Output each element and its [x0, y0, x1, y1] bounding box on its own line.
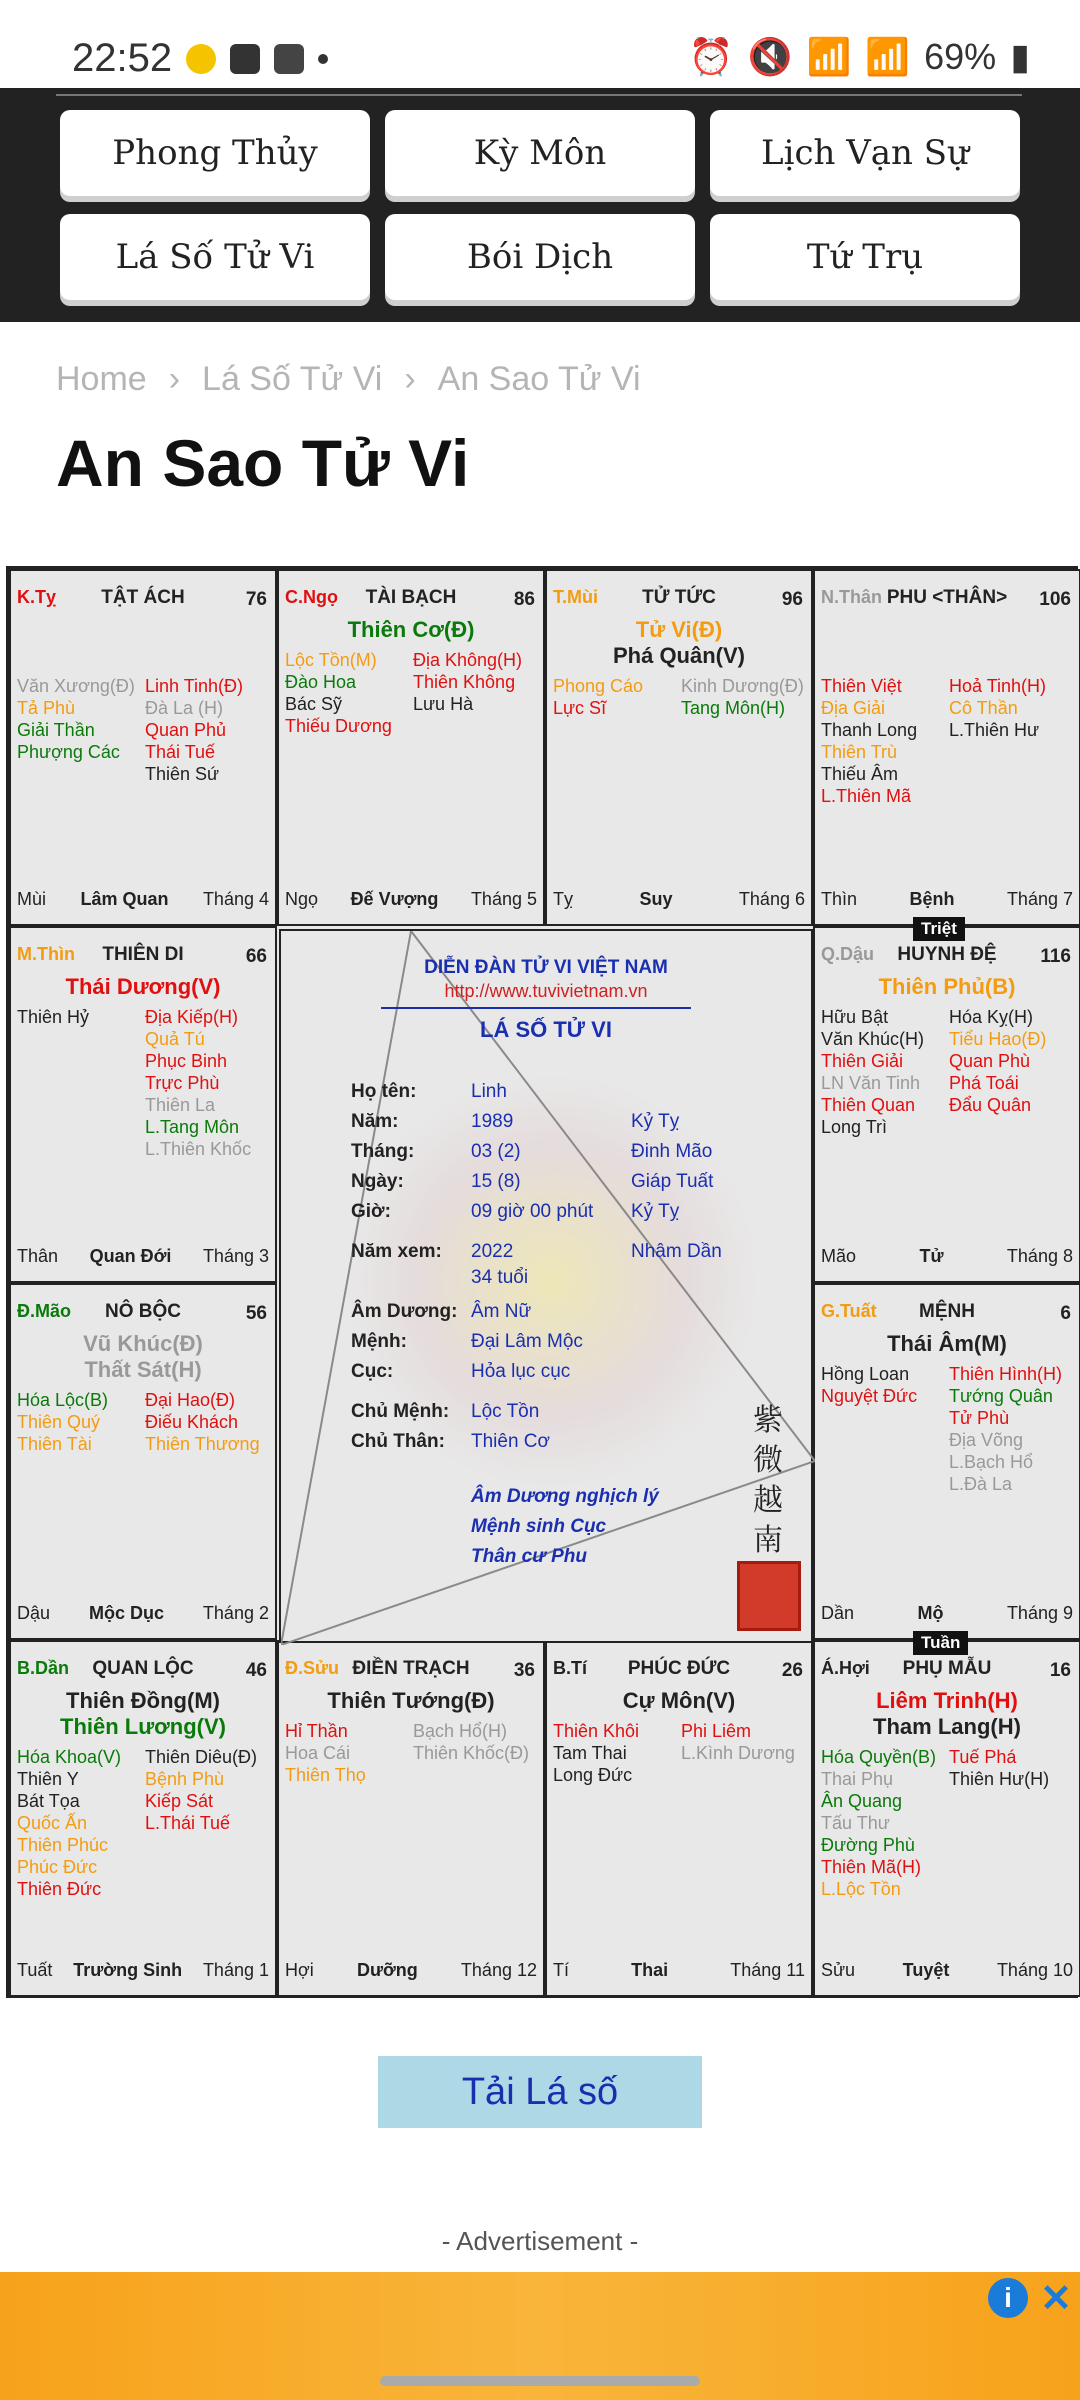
palace-number: 86 [513, 589, 535, 610]
star: Lưu Hà [413, 694, 474, 714]
info-label: Chủ Thân: [351, 1431, 445, 1452]
nav-phong-thuy[interactable]: Phong Thủy [60, 110, 370, 196]
palace-stem: K.Tỵ [17, 587, 57, 607]
star: Thiên Việt [821, 676, 902, 696]
star: Long Đức [553, 1765, 633, 1785]
ad-info-icon[interactable]: i [988, 2278, 1028, 2318]
palace-number: 66 [245, 946, 267, 967]
star: Đẩu Quân [949, 1095, 1032, 1115]
palace-stage: Mộ [917, 1603, 944, 1623]
nav-tu-tru[interactable]: Tứ Trụ [710, 214, 1020, 300]
star: Thiên Giải [821, 1051, 904, 1071]
palace-mao [9, 1283, 277, 1640]
palace-month: Tháng 9 [1006, 1603, 1073, 1623]
stars-left [285, 1720, 366, 1786]
star: Long Trì [821, 1117, 888, 1137]
star: Tam Thai [553, 1743, 627, 1763]
palace-thin [9, 926, 277, 1283]
star: L.Đà La [949, 1474, 1013, 1494]
info-label: Giờ: [351, 1201, 391, 1222]
star: Địa Võng [949, 1430, 1024, 1450]
palace-stem: M.Thìn [17, 944, 75, 964]
star: Thiên Phúc [17, 1835, 109, 1855]
star: Bác Sỹ [285, 694, 343, 714]
stars-left [17, 1389, 108, 1455]
palace-month: Tháng 3 [202, 1246, 269, 1266]
star: Phục Binh [145, 1051, 228, 1071]
palace-branch: Mão [821, 1246, 857, 1266]
palace-number: 26 [781, 1660, 803, 1681]
palace-footer [821, 1246, 1073, 1267]
stars-right [413, 1720, 529, 1764]
palace-footer [821, 1603, 1073, 1624]
palace-stem: Đ.Mão [17, 1301, 71, 1321]
star: Thiên Tài [17, 1434, 92, 1454]
stars-left [821, 1746, 936, 1900]
star: Thiên Hư(H) [949, 1769, 1050, 1789]
star: L.Kình Dương [681, 1743, 795, 1763]
palace-stem: G.Tuất [821, 1301, 877, 1321]
palace-ty [9, 569, 277, 926]
stars-right [145, 675, 243, 785]
palace-number: 56 [245, 1303, 267, 1324]
star: L.Bạch Hổ [949, 1452, 1034, 1472]
palace-month: Tháng 11 [730, 1960, 805, 1980]
stars-right [413, 649, 522, 715]
info-value: Thiên Cơ [471, 1431, 550, 1452]
palace-name: PHU <THÂN> [886, 587, 1008, 608]
palace-month: Tháng 10 [996, 1960, 1073, 1980]
forum-name: DIỄN ĐÀN TỬ VI VIỆT NAM [424, 957, 668, 978]
palace-stage: Suy [639, 889, 673, 909]
star: Hóa Quyền(B) [821, 1747, 937, 1767]
palace-number: 116 [1040, 946, 1071, 967]
palace-name: TỬ TỨC [642, 587, 716, 608]
main-star: Vũ Khúc(Đ) [83, 1331, 203, 1356]
info-label: Năm xem: [351, 1241, 442, 1262]
palace-footer [821, 1960, 1073, 1981]
star: Tang Môn(H) [681, 698, 786, 718]
palace-number: 46 [245, 1660, 267, 1681]
palace-month: Tháng 5 [470, 889, 537, 909]
star: Tấu Thư [821, 1813, 890, 1833]
palace-branch: Tỵ [553, 889, 573, 909]
stars-left [553, 675, 643, 719]
star: Địa Giải [821, 698, 886, 718]
star: Hữu Bật [821, 1007, 889, 1027]
info-canchi: Giáp Tuất [631, 1171, 714, 1192]
palace-number: 106 [1039, 589, 1071, 610]
palace-branch: Tuất [17, 1960, 53, 1980]
info-canchi: Nhâm Dần [631, 1241, 722, 1262]
palace-branch: Sửu [821, 1960, 856, 1980]
main-star: Thiên Đồng(M) [66, 1688, 220, 1713]
stars-right [949, 675, 1046, 741]
palace-footer [821, 889, 1073, 910]
star: Thiên Trù [821, 742, 898, 762]
info-label: Mệnh: [351, 1331, 407, 1352]
palace-footer [17, 1960, 269, 1981]
wifi-icon: 📶 [806, 36, 852, 77]
palace-month: Tháng 6 [738, 889, 805, 909]
battery-level: 69% [924, 36, 997, 77]
star: Thiên Hình(H) [949, 1364, 1063, 1384]
status-bar [0, 0, 1080, 88]
star: Phúc Đức [17, 1857, 98, 1877]
main-star: Tử Vi(Đ) [635, 617, 723, 642]
star: Tuế Phá [949, 1747, 1017, 1767]
palace-stem: T.Mùi [553, 587, 598, 607]
stars-right [681, 675, 804, 719]
top-nav [0, 88, 1080, 322]
star: Thiên Thương [145, 1434, 260, 1454]
palace-stage: Dưỡng [356, 1960, 418, 1980]
palace-month: Tháng 2 [202, 1603, 269, 1623]
palace-stem: Đ.Sửu [285, 1658, 340, 1678]
palace-ngo [277, 569, 545, 926]
info-value: Hỏa lục cục [471, 1361, 571, 1382]
star: Địa Kiếp(H) [145, 1007, 239, 1027]
star: Lộc Tồn(M) [285, 650, 377, 670]
star: Thiên Y [17, 1769, 79, 1789]
palace-branch: Dậu [17, 1603, 51, 1623]
info-value: Đại Lâm Mộc [471, 1331, 583, 1352]
star: Thiên Diêu(Đ) [145, 1747, 258, 1767]
palace-dau [813, 926, 1080, 1283]
star: Lực Sĩ [553, 698, 607, 718]
info-value: 34 tuổi [471, 1267, 529, 1288]
palace-stage: Tuyệt [902, 1960, 950, 1980]
stars-right [681, 1720, 795, 1764]
star: Nguyệt Đức [821, 1386, 918, 1406]
tu-vi-chart [6, 566, 1078, 1998]
star: Quan Phủ [145, 720, 227, 740]
star: Quả Tú [145, 1029, 205, 1049]
chart-note: Âm Dương nghịch lý [471, 1486, 659, 1507]
star: Thiếu Âm [821, 764, 899, 784]
palace-stem: B.Tí [553, 1658, 587, 1678]
info-value: 09 giờ 00 phút [471, 1201, 594, 1222]
palace-hoi [813, 1640, 1080, 1997]
palace-number: 76 [245, 589, 267, 610]
star: Bạch Hổ(H) [413, 1721, 508, 1741]
youtube-icon [230, 44, 260, 74]
palace-name: MỆNH [919, 1301, 975, 1322]
palace-name: ĐIỀN TRẠCH [352, 1658, 470, 1679]
palace-branch: Dần [821, 1603, 855, 1623]
palace-footer [285, 889, 537, 910]
star: Giải Thần [17, 720, 95, 740]
info-value: 03 (2) [471, 1141, 521, 1162]
stars-right [145, 1389, 260, 1455]
star: Điếu Khách [145, 1412, 239, 1432]
palace-stem: Q.Dậu [821, 944, 875, 964]
star: Linh Tinh(Đ) [145, 676, 244, 696]
info-label: Âm Dương: [351, 1301, 458, 1322]
star: LN Văn Tinh [821, 1073, 921, 1093]
main-star: Thất Sát(H) [84, 1357, 202, 1382]
palace-footer [17, 889, 269, 910]
triet-tag: Triệt [913, 917, 965, 941]
info-value: Lộc Tồn [471, 1401, 540, 1422]
forum-url[interactable]: http://www.tuvivietnam.vn [444, 981, 648, 1001]
star: Hoả Tinh(H) [949, 676, 1047, 696]
palace-number: 6 [1060, 1303, 1071, 1324]
star: Thiên La [145, 1095, 216, 1115]
stars-right [145, 1006, 251, 1160]
star: Quan Phù [949, 1051, 1031, 1071]
breadcrumb [56, 360, 641, 399]
battery-icon: ▮ [1010, 36, 1030, 77]
star: Đường Phù [821, 1835, 915, 1855]
star: Thiên Thọ [285, 1765, 366, 1785]
palace-footer [17, 1603, 269, 1624]
stars-left [821, 1363, 917, 1407]
star: Phá Toái [949, 1073, 1019, 1093]
star: Địa Không(H) [413, 650, 523, 670]
star: Tử Phù [949, 1408, 1010, 1428]
palace-footer [285, 1960, 537, 1981]
info-label: Tháng: [351, 1141, 415, 1162]
palace-stage: Đế Vượng [350, 889, 439, 909]
star: Ân Quang [821, 1791, 903, 1811]
star: Kinh Dương(Đ) [681, 676, 804, 696]
advertisement-label: - Advertisement - [441, 2226, 639, 2256]
nav-la-so-tu-vi[interactable]: Lá Số Tử Vi [60, 214, 370, 300]
palace-stage: Mộc Dục [88, 1603, 164, 1623]
palace-branch: Hợi [285, 1960, 314, 1980]
palace-branch: Thân [17, 1246, 59, 1266]
signal-icon: 📶 [865, 36, 911, 77]
info-canchi: Kỷ Tỵ [631, 1201, 680, 1222]
main-star: Tham Lang(H) [873, 1714, 1021, 1739]
palace-tuat [813, 1283, 1080, 1640]
stars-left [17, 1006, 89, 1028]
palace-suu [277, 1640, 545, 1997]
star: L.Lộc Tồn [821, 1879, 901, 1899]
main-star: Thiên Cơ(Đ) [347, 617, 475, 642]
palace-name: HUYNH ĐỆ [897, 944, 997, 965]
star: Thiên Khôi [553, 1721, 640, 1741]
breadcrumb-separator: › [404, 360, 416, 398]
star: Thiên Khốc(Đ) [413, 1743, 530, 1763]
stars-left [553, 1720, 639, 1786]
chart-heading: LÁ SỐ TỬ VI [480, 1017, 612, 1042]
main-star: Liêm Trinh(H) [876, 1688, 1018, 1713]
star: L.Thái Tuế [145, 1813, 231, 1833]
star: Phi Liêm [681, 1721, 752, 1741]
star: Tả Phù [17, 698, 76, 718]
main-star: Cự Môn(V) [622, 1688, 736, 1713]
palace-than [813, 569, 1080, 926]
palace-name: NÔ BỘC [105, 1301, 181, 1322]
palace-name: PHỤ MẪU [902, 1658, 992, 1679]
palace-mui [545, 569, 813, 926]
palace-stem: B.Dần [17, 1658, 70, 1678]
info-canchi: Đinh Mão [631, 1141, 713, 1162]
info-value: 15 (8) [471, 1171, 521, 1192]
palace-stage: Trường Sinh [73, 1960, 183, 1980]
info-label: Cục: [351, 1361, 394, 1382]
home-indicator[interactable] [380, 2376, 700, 2386]
star: Kiếp Sát [145, 1791, 214, 1811]
palace-stage: Bệnh [909, 889, 955, 909]
stars-right [949, 1006, 1046, 1116]
breadcrumb-separator: › [168, 360, 181, 398]
palace-number: 36 [513, 1660, 535, 1681]
star: Thiên Hỷ [17, 1007, 90, 1027]
stars-left [17, 675, 135, 763]
star: Thiên Không [413, 672, 516, 692]
palace-dan [9, 1640, 277, 1997]
info-value: Âm Nữ [471, 1301, 532, 1322]
stars-left [821, 1006, 924, 1138]
palace-name: TẬT ÁCH [101, 587, 185, 608]
palace-name: PHÚC ĐỨC [627, 1658, 731, 1679]
tuan-tag: Tuần [913, 1631, 968, 1655]
palace-month: Tháng 12 [460, 1960, 537, 1980]
stars-right [145, 1746, 257, 1834]
breadcrumb-home[interactable]: Home [56, 360, 147, 398]
palace-stem: N.Thân [821, 587, 882, 607]
main-star: Thái Âm(M) [887, 1331, 1007, 1356]
palace-month: Tháng 8 [1006, 1246, 1073, 1266]
star: Bát Tọa [17, 1791, 80, 1811]
star: Văn Xương(Đ) [17, 676, 135, 696]
nav-lich-van-su[interactable]: Lịch Vạn Sự [710, 110, 1020, 196]
info-value: 1989 [471, 1111, 514, 1132]
star: Tướng Quân [949, 1386, 1053, 1406]
star: Thiên Quan [821, 1095, 916, 1115]
info-canchi: Kỷ Tỵ [631, 1111, 680, 1132]
palace-name: QUAN LỘC [92, 1658, 194, 1679]
palace-branch: Tí [553, 1960, 569, 1980]
info-label: Họ tên: [351, 1081, 417, 1102]
palace-stage: Quan Đới [89, 1246, 172, 1266]
stars-left [285, 649, 392, 737]
star: Hồng Loan [821, 1364, 910, 1384]
palace-branch: Ngọ [285, 889, 319, 909]
star: Thiên Sứ [145, 764, 220, 784]
chart-note: Mệnh sinh Cục [471, 1516, 607, 1537]
palace-stem: Á.Hợi [821, 1658, 870, 1678]
star: Hoa Cái [285, 1743, 351, 1763]
info-label: Năm: [351, 1111, 399, 1132]
star: Thiếu Dương [285, 716, 392, 736]
mute-icon: 🔇 [747, 36, 793, 77]
palace-name: THIÊN DI [102, 944, 184, 965]
breadcrumb-la-so[interactable]: Lá Số Tử Vi [202, 360, 383, 398]
palace-branch: Mùi [17, 889, 47, 909]
star: L.Thiên Hư [949, 720, 1040, 740]
star: Đại Hao(Đ) [145, 1390, 236, 1410]
star: L.Thiên Mã [821, 786, 912, 806]
star: L.Thiên Khốc [145, 1139, 252, 1159]
star: Trực Phù [145, 1073, 220, 1093]
breadcrumb-current: An Sao Tử Vi [437, 360, 641, 398]
palace-ti [545, 1640, 813, 1997]
stars-left [17, 1746, 121, 1900]
star: Tiểu Hao(Đ) [949, 1029, 1047, 1049]
chart-center [279, 929, 813, 1643]
chart-note: Thân cư Phu [471, 1546, 587, 1567]
palace-month: Tháng 1 [202, 1960, 269, 1980]
palace-name: TÀI BẠCH [365, 587, 457, 608]
stars-right [949, 1746, 1049, 1790]
red-seal [737, 1561, 801, 1631]
download-chart-button[interactable]: Tải Lá số [378, 2056, 702, 2128]
alarm-icon: ⏰ [688, 36, 734, 77]
star: Quốc Ấn [17, 1813, 88, 1833]
star: Bệnh Phù [145, 1769, 225, 1789]
star: Đào Hoa [285, 672, 357, 692]
star: Thiên Mã(H) [821, 1857, 922, 1877]
star: L.Tang Môn [145, 1117, 240, 1137]
page-title: An Sao Tử Vi [56, 426, 470, 500]
palace-month: Tháng 7 [1006, 889, 1073, 909]
star: Thái Tuế [145, 742, 216, 762]
star: Hóa Kỵ(H) [949, 1007, 1034, 1027]
palace-stage: Tử [919, 1246, 944, 1266]
main-star: Thiên Phủ(B) [878, 974, 1016, 999]
stars-right [949, 1363, 1062, 1495]
palace-branch: Thìn [821, 889, 858, 909]
palace-number: 16 [1049, 1660, 1071, 1681]
star: Văn Khúc(H) [821, 1029, 925, 1049]
star: Thiên Quý [17, 1412, 101, 1432]
star: Phượng Các [17, 742, 120, 762]
palace-stage: Lâm Quan [80, 889, 169, 909]
palace-footer [17, 1246, 269, 1267]
palace-stage: Thai [631, 1960, 669, 1980]
main-star: Thiên Tướng(Đ) [327, 1688, 495, 1713]
star: Thanh Long [821, 720, 918, 740]
info-value: Linh [471, 1081, 507, 1102]
star: Hỉ Thần [285, 1721, 348, 1741]
star: Thai Phụ [821, 1769, 894, 1789]
star: Cô Thần [949, 698, 1018, 718]
info-label: Chủ Mệnh: [351, 1401, 450, 1422]
chinese-text: 紫微越南 [753, 1403, 783, 1558]
nav-ky-mon[interactable]: Kỳ Môn [385, 110, 695, 196]
notification-icon [186, 44, 216, 74]
star: Phong Cáo [553, 676, 644, 696]
stars-left [821, 675, 917, 807]
info-value: 2022 [471, 1241, 514, 1262]
main-star: Thái Dương(V) [65, 974, 221, 999]
main-star: Thiên Lương(V) [60, 1714, 226, 1739]
zalo-icon [274, 44, 304, 74]
nav-boi-dich[interactable]: Bói Dịch [385, 214, 695, 300]
palace-footer [553, 889, 805, 910]
palace-footer [553, 1960, 805, 1981]
star: Hóa Lộc(B) [17, 1390, 109, 1410]
palace-stem: C.Ngọ [285, 587, 338, 607]
palace-number: 96 [781, 589, 803, 610]
star: Đà La (H) [145, 698, 224, 718]
info-label: Ngày: [351, 1171, 404, 1192]
palace-month: Tháng 4 [202, 889, 269, 909]
star: Thiên Đức [17, 1879, 102, 1899]
ad-close-icon[interactable]: ✕ [1040, 2278, 1072, 2320]
status-time: 22:52 [72, 36, 173, 80]
dot-icon [318, 54, 328, 64]
star: Hóa Khoa(V) [17, 1747, 122, 1767]
main-star: Phá Quân(V) [612, 643, 745, 668]
